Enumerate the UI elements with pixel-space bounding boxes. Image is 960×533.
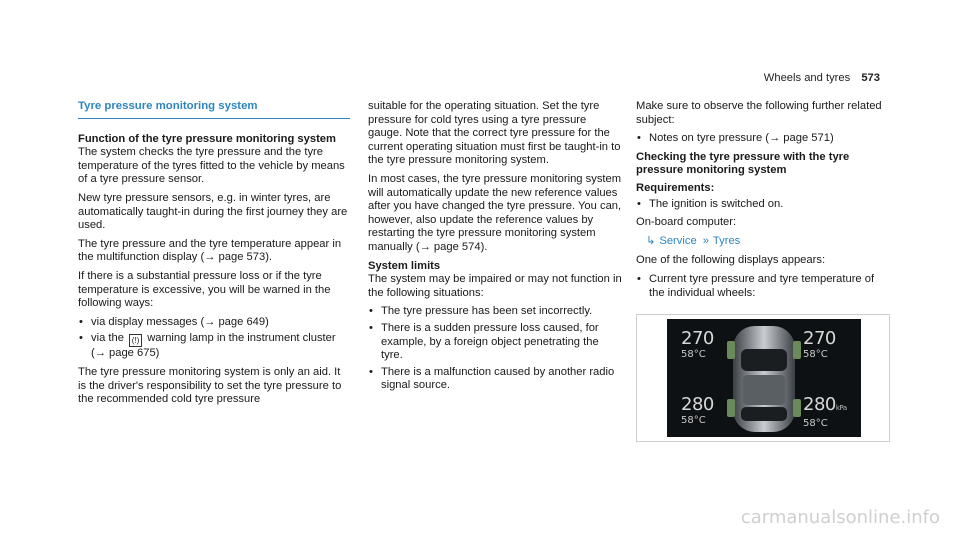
menu-arrow-icon: ↳ — [646, 234, 656, 247]
paragraph: The system checks the tyre pressure and the tyre temperature of the tyres fitted to the vehicle by means of a tyre pressure sensor. — [78, 146, 345, 186]
subsection-title: System limits — [368, 259, 441, 272]
list-item: • There is a malfunction caused by another radio signal source. — [368, 366, 623, 393]
list-item: • The ignition is switched on. — [636, 198, 890, 212]
paragraph: In most cases, the tyre pressure monitoring system will automatically update the new reference values after you have changed the tyre pressure. You can, however, also update the reference values by restarting the tyre pressure monitoring system manually (→ page 574). — [368, 172, 622, 253]
watermark: carmanualsonline.info — [740, 507, 940, 529]
tyre-rear-right: 280kPa 58°C — [803, 394, 847, 430]
display-list — [636, 273, 890, 300]
list-item: • via display messages (→ page 649) — [78, 316, 350, 330]
related-list — [636, 132, 890, 146]
paragraph: On-board computer: — [636, 216, 737, 229]
column-2 — [368, 100, 623, 398]
list-item: • via the (!) warning lamp in the instrument cluster (→ page 675) — [78, 332, 350, 361]
page-number: 573 — [861, 72, 880, 84]
paragraph: The system may be impaired or may not function in the following situations: — [368, 273, 622, 299]
page-header — [764, 72, 880, 86]
tyre-front-right: 270 58°C — [803, 328, 836, 361]
pressure-unit: kPa — [835, 404, 847, 413]
column-3 — [636, 100, 890, 442]
instrument-display — [667, 319, 861, 437]
list-item: • Notes on tyre pressure (→ page 571) — [636, 132, 890, 146]
section-title: Tyre pressure monitoring system — [78, 100, 350, 119]
paragraph: suitable for the operating situation. Set the tyre pressure for cold tyres using a tyre pressure gauge. Note that the correct tyre pressure for the current operating situation must first be taught-in to the tyre pressure monitoring system. — [368, 100, 621, 167]
tyre-rear-left: 280 58°C — [681, 394, 714, 427]
column-1 — [78, 100, 350, 412]
list-item: • Current tyre pressure and tyre temperature of the individual wheels: — [636, 273, 890, 300]
tyre-display-figure — [636, 314, 890, 442]
menu-path — [636, 235, 890, 249]
requirements-heading: Requirements: — [636, 181, 715, 194]
menu-item-tyres: Tyres — [712, 234, 741, 247]
menu-item-service: Service — [659, 234, 697, 247]
requirements-list — [636, 198, 890, 212]
paragraph: The tyre pressure and the tyre temperature appear in the multifunction display (→ page 573). — [78, 237, 342, 264]
list-item: • The tyre pressure has been set incorrectly. — [368, 305, 623, 319]
warning-list — [78, 316, 350, 361]
tyre-front-left: 270 58°C — [681, 328, 714, 361]
limits-list — [368, 305, 623, 393]
paragraph: New tyre pressure sensors, e.g. in winter tyres, are automatically taught-in during the first journey they are used. — [78, 191, 348, 232]
paragraph: The tyre pressure monitoring system is only an aid. It is the driver's responsibility to set the tyre pressure to the recommended cold tyre pressure — [78, 365, 342, 406]
subsection-title: Checking the tyre pressure with the tyre pressure monitoring system — [636, 150, 850, 177]
double-chevron-icon: » — [702, 234, 709, 247]
subsection-title: Function of the tyre pressure monitoring system — [78, 132, 336, 145]
paragraph: If there is a substantial pressure loss or if the tyre temperature is excessive, you will be warned in the following ways: — [78, 269, 331, 310]
list-item: • There is a sudden pressure loss caused, for example, by a foreign object penetrating the tyre. — [368, 322, 623, 363]
section-name: Wheels and tyres — [763, 72, 851, 84]
paragraph: Make sure to observe the following further related subject: — [636, 100, 882, 126]
paragraph: One of the following displays appears: — [636, 254, 826, 267]
tyre-warning-lamp-icon: (!) — [129, 334, 142, 347]
